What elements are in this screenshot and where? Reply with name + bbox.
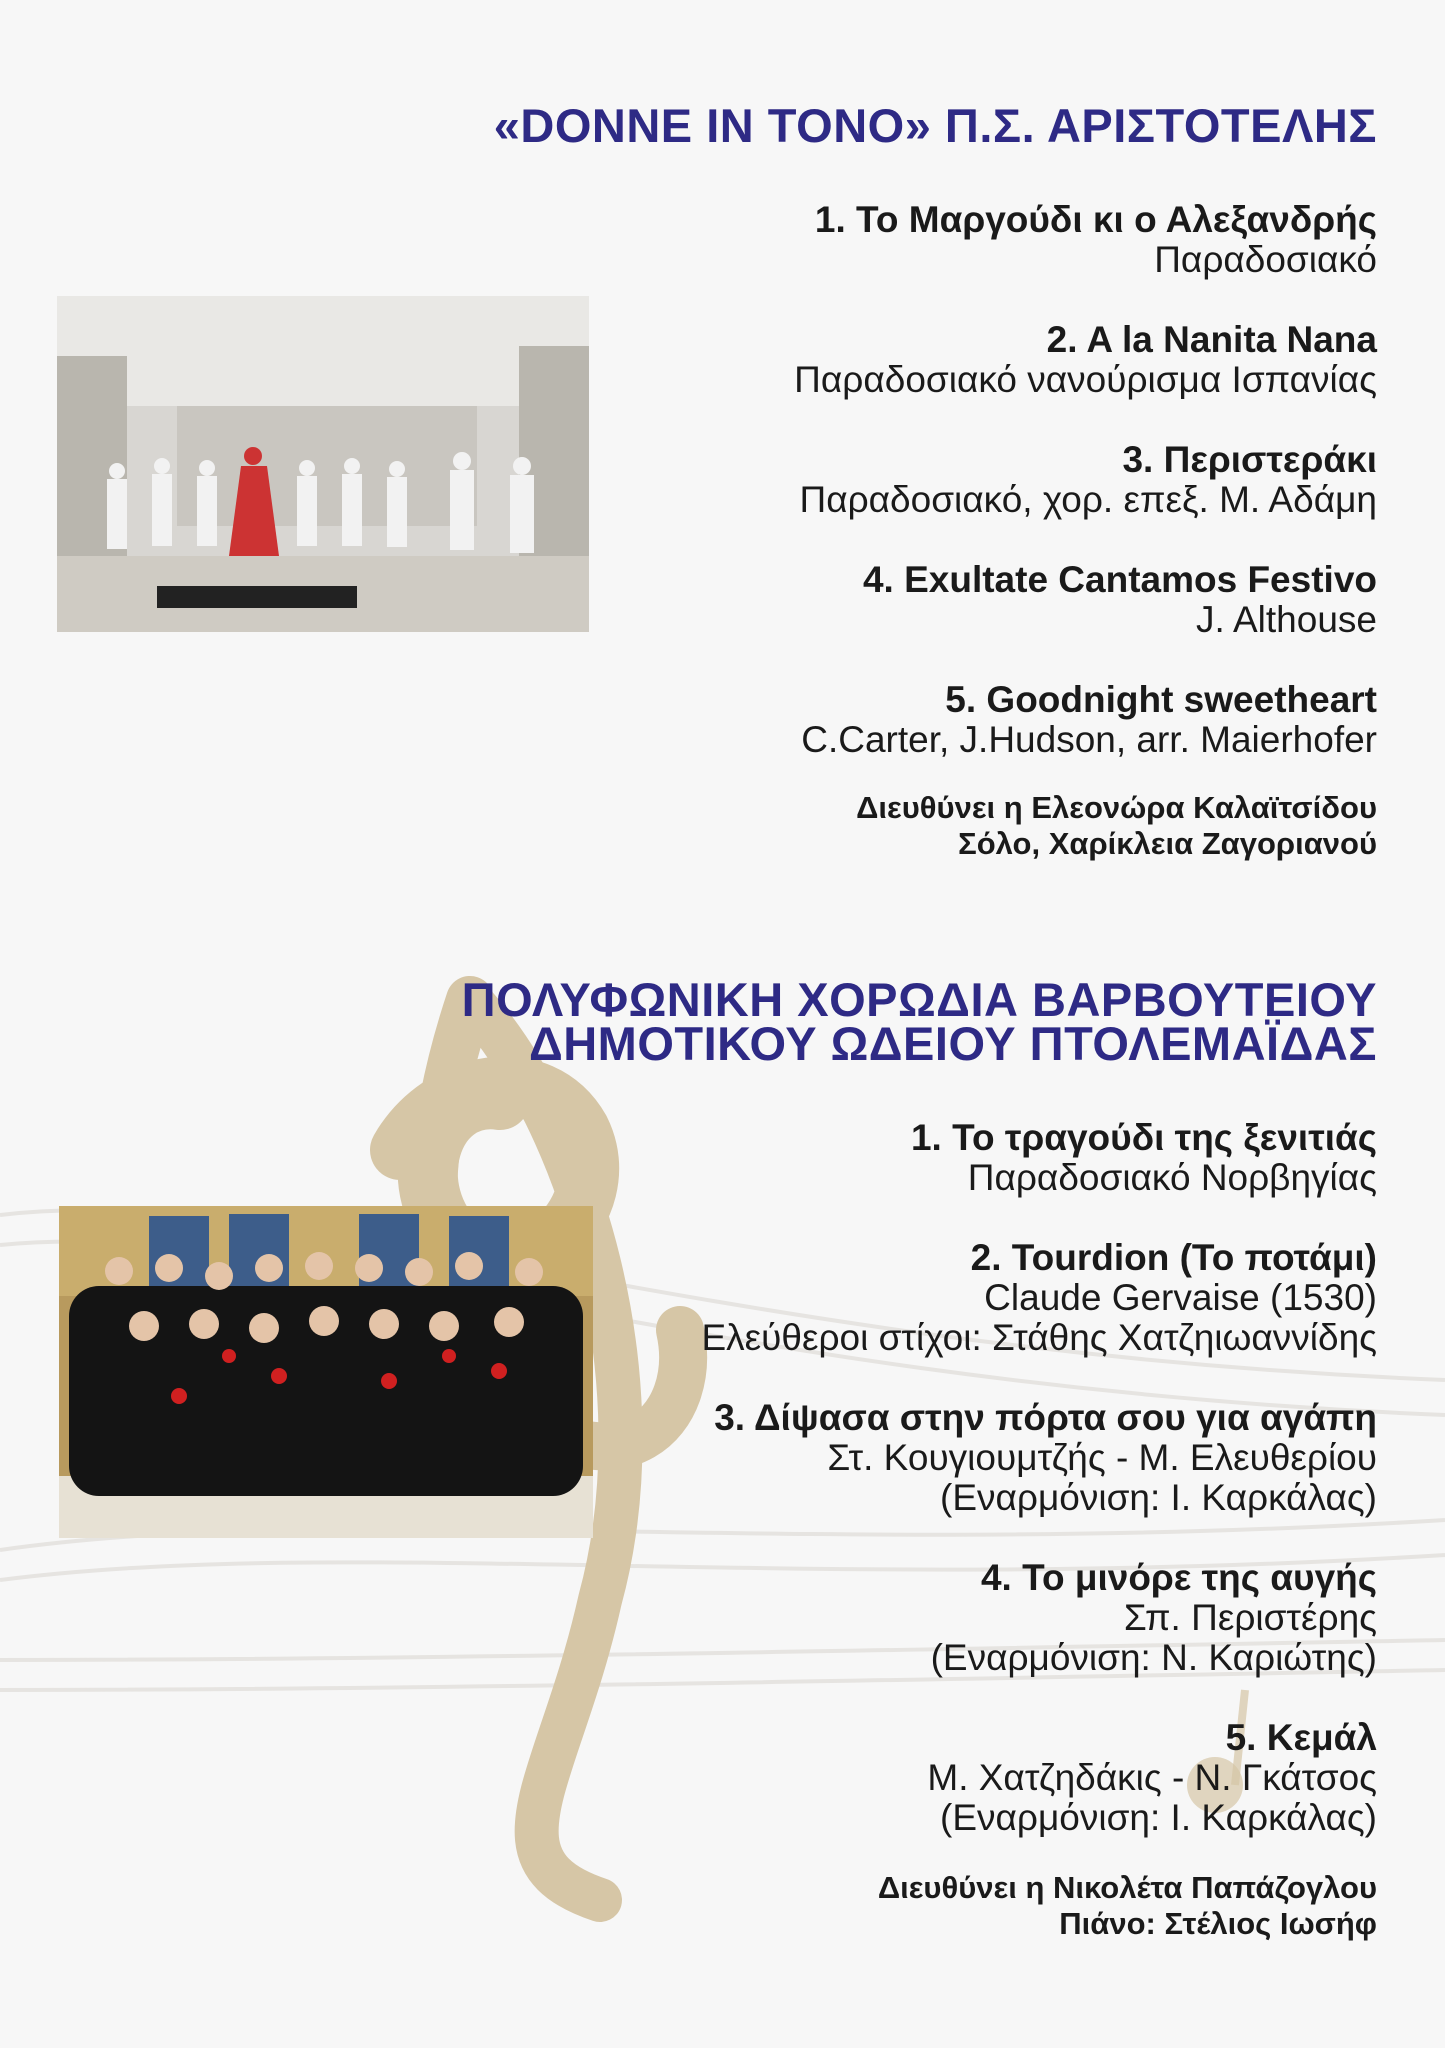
program-list-varvouteio-choir [701, 1118, 1377, 1878]
conductor-credits-varvouteio-choir [878, 1870, 1377, 1942]
list-item [794, 560, 1377, 640]
song-credit: Μ. Χατζηδάκις - Ν. Γκάτσος [927, 1757, 1377, 1798]
conductor-credits-donne-in-tono [856, 790, 1377, 862]
song-credit: J. Althouse [1195, 599, 1377, 640]
choir-group-photo [59, 1206, 593, 1538]
song-title: 1. Το τραγούδι της ξενιτιάς [910, 1117, 1377, 1158]
list-item [701, 1118, 1377, 1198]
song-title: 4. Exultate Cantamos Festivo [862, 559, 1377, 600]
song-credit: Στ. Κουγιουμτζής - Μ. Ελευθερίου [827, 1437, 1377, 1478]
list-item [794, 320, 1377, 400]
song-title: 4. Το μινόρε της αυγής [980, 1557, 1377, 1598]
song-credit: (Εναρμόνιση: Ι. Καρκάλας) [940, 1797, 1377, 1838]
song-title: 2. A la Nanita Nana [1046, 319, 1377, 360]
song-title: 1. Το Μαργούδι κι ο Αλεξανδρής [814, 199, 1377, 240]
song-title: 5. Goodnight sweetheart [945, 679, 1377, 720]
list-item [794, 200, 1377, 280]
list-item [701, 1398, 1377, 1518]
pianist-line: Πιάνο: Στέλιος Ιωσήφ [1059, 1906, 1377, 1941]
song-title: 3. Περιστεράκι [1122, 439, 1377, 480]
program-list-donne-in-tono [794, 200, 1377, 800]
section-title-donne-in-tono: «DONNE IN TONO» Π.Σ. ΑΡΙΣΤΟΤΕΛΗΣ [493, 99, 1377, 152]
list-item [794, 440, 1377, 520]
song-credit: Παραδοσιακό, χορ. επεξ. Μ. Αδάμη [799, 479, 1377, 520]
song-credit: (Εναρμόνιση: Ν. Καριώτης) [930, 1637, 1377, 1678]
song-credit: Παραδοσιακό [1154, 239, 1377, 280]
song-credit: Παραδοσιακό νανούρισμα Ισπανίας [794, 359, 1377, 400]
song-credit: (Εναρμόνιση: Ι. Καρκάλας) [940, 1477, 1377, 1518]
section-title-line: ΔΗΜΟΤΙΚΟΥ ΩΔΕΙΟΥ ΠΤΟΛΕΜΑΪΔΑΣ [528, 1017, 1377, 1070]
list-item [794, 680, 1377, 760]
song-credit: C.Carter, J.Hudson, arr. Maierhofer [801, 719, 1377, 760]
song-title: 5. Κεμάλ [1225, 1717, 1377, 1758]
list-item [701, 1238, 1377, 1358]
song-credit: Ελεύθεροι στίχοι: Στάθης Χατζηιωαννίδης [701, 1317, 1377, 1358]
conductor-line: Διευθύνει η Ελεονώρα Καλαϊτσίδου [856, 790, 1377, 825]
section-title-line: ΠΟΛΥΦΩΝΙΚΗ ΧΟΡΩΔΙΑ ΒΑΡΒΟΥΤΕΙΟΥ [461, 973, 1377, 1026]
choir-stage-photo [57, 296, 589, 632]
list-item [701, 1558, 1377, 1678]
song-credit: Παραδοσιακό Νορβηγίας [967, 1157, 1377, 1198]
section-title-varvouteio-choir [461, 973, 1377, 1070]
list-item [701, 1718, 1377, 1838]
song-title: 3. Δίψασα στην πόρτα σου για αγάπη [714, 1397, 1377, 1438]
song-credit: Claude Gervaise (1530) [984, 1277, 1377, 1318]
song-title: 2. Tourdion (Το ποτάμι) [970, 1237, 1377, 1278]
song-credit: Σπ. Περιστέρης [1123, 1597, 1377, 1638]
soloist-line: Σόλο, Χαρίκλεια Ζαγοριανού [958, 826, 1377, 861]
conductor-line: Διευθύνει η Νικολέτα Παπάζογλου [877, 1870, 1377, 1905]
